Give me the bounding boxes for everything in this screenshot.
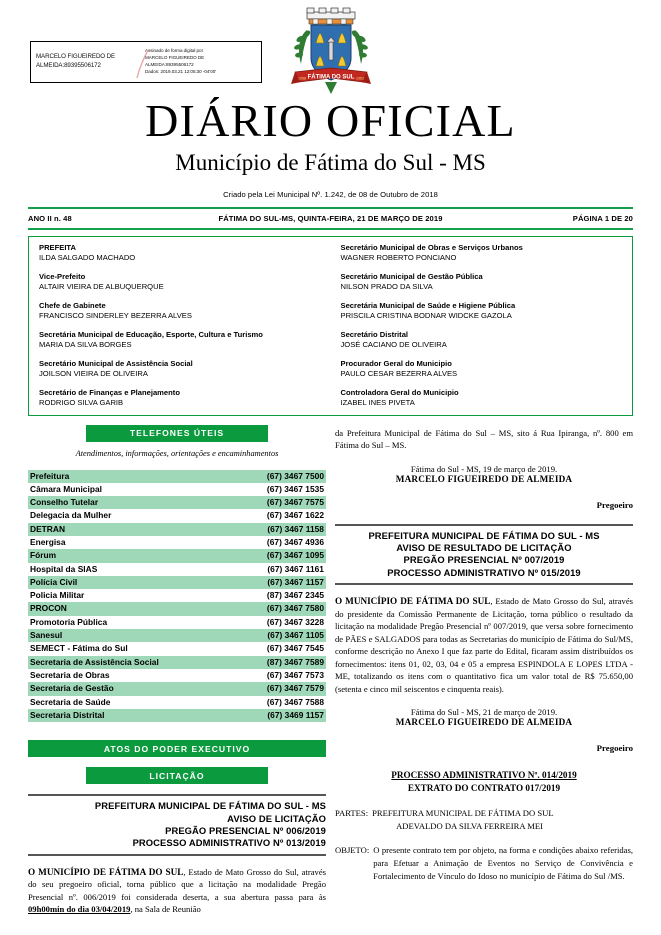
notice1-continuation: da Prefeitura Municipal de Fátima do Sul – MS, sito á Rua Ipiranga, nº. 800 em Fátima do Sul – MS. xyxy=(335,427,633,450)
official-role: PREFEITA xyxy=(39,243,76,252)
table-row xyxy=(28,496,326,509)
phone-number: (67) 3467 3228 xyxy=(266,616,324,627)
official-role: Secretário Municipal de Gestão Pública xyxy=(340,272,483,281)
svg-text:1963: 1963 xyxy=(355,76,364,81)
official-entry xyxy=(39,330,323,351)
right-column xyxy=(335,425,633,925)
table-row xyxy=(28,682,326,695)
phone-name: Delegacia da Mulher xyxy=(30,510,112,521)
official-name: JOSÉ CACIANO DE OLIVEIRA xyxy=(340,340,447,349)
notice2-body xyxy=(335,595,633,695)
phones-banner: TELEFONES ÚTEIS xyxy=(86,425,268,442)
phone-number: (67) 3467 7500 xyxy=(232,470,326,483)
table-row xyxy=(28,576,326,589)
phone-name: Secretaria de Assistência Social xyxy=(28,656,232,669)
notice1-header-line-3: PREGÃO PRESENCIAL Nº 006/2019 xyxy=(165,824,326,836)
notice1-lead: O MUNICÍPIO DE FÁTIMA DO SUL xyxy=(28,866,184,877)
phone-name: Secretaria Distrital xyxy=(28,709,232,722)
phone-name: Secretaria de Gestão xyxy=(28,682,232,695)
official-entry xyxy=(39,272,323,293)
table-row xyxy=(28,523,326,536)
phone-name: SEMECT - Fátima do Sul xyxy=(30,643,128,654)
official-entry xyxy=(39,301,323,322)
table-row xyxy=(28,669,326,682)
phone-name: Policia Militar xyxy=(30,590,85,601)
officials-column-right xyxy=(331,243,633,409)
notice1-body-part2: , na Sala de Reunião xyxy=(130,904,201,915)
official-name: ALTAIR VIEIRA DE ALBUQUERQUE xyxy=(39,282,164,291)
phone-name: Hospital da SIAS xyxy=(30,563,98,574)
phone-number: (67) 3467 1158 xyxy=(232,523,326,536)
issue-page-number: PÁGINA 1 DE 20 xyxy=(572,214,633,223)
phone-number: (67) 3467 1105 xyxy=(232,629,326,642)
phone-number: (67) 3467 7588 xyxy=(266,696,324,707)
phone-number: (67) 3467 1157 xyxy=(232,576,326,589)
phone-number: (67) 3467 1535 xyxy=(266,483,324,494)
issue-year: ANO II n. 48 xyxy=(28,214,72,223)
phone-number: (67) 3467 7573 xyxy=(266,669,324,680)
notice1-header-line-2: AVISO DE LICITAÇÃO xyxy=(227,812,326,824)
contract-partes-value-1: PREFEITURA MUNICIPAL DE FÁTIMA DO SUL xyxy=(372,808,554,819)
phone-name: Fórum xyxy=(28,549,232,562)
official-role: Procurador Geral do Municipio xyxy=(340,359,452,368)
table-row xyxy=(28,483,326,496)
licitacao-banner: LICITAÇÃO xyxy=(86,767,268,784)
masthead-subtitle: Município de Fátima do Sul - MS xyxy=(175,150,486,175)
notice2-sign-name: MARCELO FIGUEIREDO DE ALMEIDA xyxy=(395,717,573,728)
phone-number: (87) 3467 2345 xyxy=(266,590,324,601)
table-row xyxy=(28,549,326,562)
signature-signer-name xyxy=(31,53,141,71)
official-role: Controladora Geral do Municipio xyxy=(340,388,459,397)
notice1-body xyxy=(28,866,326,916)
notice2-header-line-4: PROCESSO ADMINISTRATIVO Nº 015/2019 xyxy=(387,566,581,578)
contract-header-line-1: PROCESSO ADMINISTRATIVO Nº. 014/2019 xyxy=(391,770,577,781)
phone-number: (67) 3467 7545 xyxy=(266,643,324,654)
phone-number: (67) 3467 7575 xyxy=(232,496,326,509)
notice2-header xyxy=(335,524,633,586)
contract-partes-label: PARTES: xyxy=(335,808,369,819)
phone-name: Sanesul xyxy=(28,629,232,642)
contract-partes-value xyxy=(372,807,633,832)
phone-name: Polícia Civil xyxy=(28,576,232,589)
notice2-header-line-2: AVISO DE RESULTADO DE LICITAÇÃO xyxy=(396,541,572,553)
phone-name: Secretaria de Saúde xyxy=(30,696,111,707)
phone-name: Conselho Tutelar xyxy=(28,496,232,509)
official-role: Secretário de Finanças e Planejamento xyxy=(39,388,180,397)
notice1-sign-city: Fátima do Sul - MS, 19 de março de 2019. xyxy=(410,463,558,474)
officials-box xyxy=(28,236,633,416)
table-row xyxy=(28,642,326,655)
notice1-header-line-1: PREFEITURA MUNICIPAL DE FÁTIMA DO SUL - MS xyxy=(94,800,326,812)
official-name: PRISCILA CRISTINA BODNAR WIDCKE GAZOLA xyxy=(340,311,512,320)
official-role: Secretária Municipal de Saúde e Higiene Pública xyxy=(340,301,516,310)
official-role: Secretário Municipal de Obras e Serviços Urbanos xyxy=(340,243,523,252)
masthead-created-by: Criado pela Lei Municipal Nº. 1.242, de 08 de Outubro de 2018 xyxy=(223,190,438,199)
official-role: Secretário Municipal de Assistência Social xyxy=(39,359,193,368)
official-name: RODRIGO SILVA GARIB xyxy=(39,398,124,407)
phone-number: (67) 3467 1622 xyxy=(266,510,324,521)
table-row xyxy=(28,509,326,522)
signature-detail-line-3: ALMEIDA:89395506172 xyxy=(145,62,194,67)
official-name: ILDA SALGADO MACHADO xyxy=(39,253,136,262)
notice2-lead: O MUNICÍPIO DE FÁTIMA DO SUL xyxy=(335,596,491,607)
phone-name: Energisa xyxy=(30,536,66,547)
official-entry xyxy=(341,388,625,409)
official-entry xyxy=(341,243,625,264)
official-entry xyxy=(39,243,323,264)
officials-column-left xyxy=(29,243,331,409)
phone-name: Prefeitura xyxy=(28,470,232,483)
issue-place-date: FÁTIMA DO SUL-MS, QUINTA-FEIRA, 21 DE MARÇO DE 2019 xyxy=(218,214,443,223)
executive-acts-banner: ATOS DO PODER EXECUTIVO xyxy=(28,740,326,757)
official-entry xyxy=(39,388,323,409)
table-row xyxy=(28,536,326,549)
table-row xyxy=(28,709,326,722)
contract-objeto-label: OBJETO: xyxy=(335,845,370,856)
phone-number: (67) 3467 7580 xyxy=(232,602,326,615)
coat-of-arms-icon xyxy=(289,6,373,94)
phone-name: Câmara Municipal xyxy=(30,483,102,494)
contract-partes-value-2: ADEVALDO DA SILVA FERREIRA MEI xyxy=(396,820,543,831)
official-name: PAULO CESAR BEZERRA ALVES xyxy=(340,369,458,378)
phone-number: (87) 3467 7589 xyxy=(232,656,326,669)
phone-number: (67) 3467 4936 xyxy=(266,536,324,547)
table-row xyxy=(28,589,326,602)
official-role: Secretário Distrital xyxy=(340,330,409,339)
table-row xyxy=(28,563,326,576)
notice2-header-line-1: PREFEITURA MUNICIPAL DE FÁTIMA DO SUL - MS xyxy=(368,529,600,541)
signature-signer-line-1: MARCELO FIGUEIREDO DE xyxy=(36,53,116,61)
phone-number: (67) 3467 1161 xyxy=(267,563,324,574)
notice2-body-text: , Estado de Mato Grosso do Sul, através do presidente da Comissão Permanente de Licitação, torna público o resultado da licitação na modalidade Pregão Presencial nº 007/2019, que versa sobre fornecimento de PÃES e SALGADOS para todas as Secretarias do município de Fátima do Sul/MS, conforme descrição no Anexo I que faz parte do Edital, ficaram assim distribuídos os fornecimentos: itens 01, 02, 03, 04 e 05 a empresa ESPINDOLA E LOPES LTDA - ME, totalizando os itens com o quantitativo fica um valor total de R$ 75.650,00 (setenta e cinco mil seiscentos e cinquenta reais). xyxy=(335,596,634,694)
notice1-header xyxy=(28,794,326,856)
official-entry xyxy=(39,359,323,380)
official-name: IZABEL INES PIVETA xyxy=(340,398,415,407)
signature-signer-line-2: ALMEIDA:89395506172 xyxy=(36,62,101,69)
contract-objeto-value: O presente contrato tem por objeto, na forma e condições abaixo referidas, para Efetuar a Animação de Eventos no Serviço de Convivência e Fortalecimento de Vínculo do Idoso no município de Fátima do Sul /MS. xyxy=(373,845,633,881)
content-columns xyxy=(28,425,633,925)
official-role: Secretária Municipal de Educação, Esporte, Cultura e Turismo xyxy=(39,330,263,339)
notice1-body-part1: , Estado de Mato Grosso do Sul, através do seu pregoeiro oficial, torna público que a licitação na modalidade Pregão Presencial nº. 006/2019 foi considerada deserta, a sua abertura passa para às xyxy=(28,866,327,902)
phones-subtitle: Atendimentos, informações, orientações e encaminhamentos xyxy=(75,448,279,458)
contract-objeto xyxy=(335,844,633,882)
table-row xyxy=(28,656,326,669)
table-row xyxy=(28,602,326,615)
contract-partes xyxy=(335,807,633,832)
notice1-body-highlight: 09h00min do dia 03/04/2019 xyxy=(28,904,131,915)
signature-flourish-icon xyxy=(134,48,152,80)
phone-name: DETRAN xyxy=(28,523,232,536)
notice1-sign-name: MARCELO FIGUEIREDO DE ALMEIDA xyxy=(395,473,573,484)
issue-bar xyxy=(28,207,633,230)
signature-detail-line-4: Dados: 2019.03.21 12:05:30 -04'00' xyxy=(145,68,217,74)
svg-text:FÁTIMA DO SUL: FÁTIMA DO SUL xyxy=(307,74,354,81)
signature-details xyxy=(141,48,261,76)
left-column xyxy=(28,425,326,925)
digital-signature-stamp xyxy=(30,41,262,83)
page-title: DIÁRIO OFICIAL xyxy=(145,95,516,146)
phone-number: (67) 3469 1157 xyxy=(232,709,326,722)
notice2-header-line-3: PREGÃO PRESENCIAL Nº 007/2019 xyxy=(403,554,565,566)
official-entry xyxy=(341,272,625,293)
notice2-sign-role: Pregoeiro xyxy=(596,743,633,754)
official-name: FRANCISCO SINDERLEY BEZERRA ALVES xyxy=(39,311,192,320)
phone-number: (67) 3467 7579 xyxy=(232,682,326,695)
official-name: WAGNER ROBERTO PONCIANO xyxy=(340,253,457,262)
signature-detail-line-1: Assinado de forma digital por xyxy=(145,48,204,54)
official-entry xyxy=(341,359,625,380)
official-name: NILSON PRADO DA SILVA xyxy=(340,282,433,291)
table-row xyxy=(28,696,326,709)
phone-name: PROCON xyxy=(28,602,232,615)
signature-detail-line-2: MARCELO FIGUEIREDO DE xyxy=(145,55,205,61)
contract-header xyxy=(335,769,633,795)
phone-number: (67) 3467 1095 xyxy=(232,549,326,562)
table-row xyxy=(28,470,326,483)
notice1-sign-role: Pregoeiro xyxy=(596,499,633,510)
phone-name: Promotoria Pública xyxy=(30,616,108,627)
official-role: Vice-Prefeito xyxy=(39,272,86,281)
table-row xyxy=(28,629,326,642)
official-name: JOILSON VIEIRA DE OLIVEIRA xyxy=(39,369,148,378)
table-row xyxy=(28,616,326,629)
phones-table xyxy=(28,470,326,723)
contract-header-line-2: EXTRATO DO CONTRATO 017/2019 xyxy=(407,783,561,794)
official-entry xyxy=(341,301,625,322)
notice2-sign-city: Fátima do Sul - MS, 21 de março de 2019. xyxy=(410,707,558,718)
official-name: MARIA DA SILVA BORGES xyxy=(39,340,132,349)
official-entry xyxy=(341,330,625,351)
official-role: Chefe de Gabinete xyxy=(39,301,106,310)
phone-name: Secretaria de Obras xyxy=(30,669,110,680)
notice1-header-line-4: PROCESSO ADMINISTRATIVO Nº 013/2019 xyxy=(132,837,326,849)
svg-text:1958: 1958 xyxy=(297,76,306,81)
